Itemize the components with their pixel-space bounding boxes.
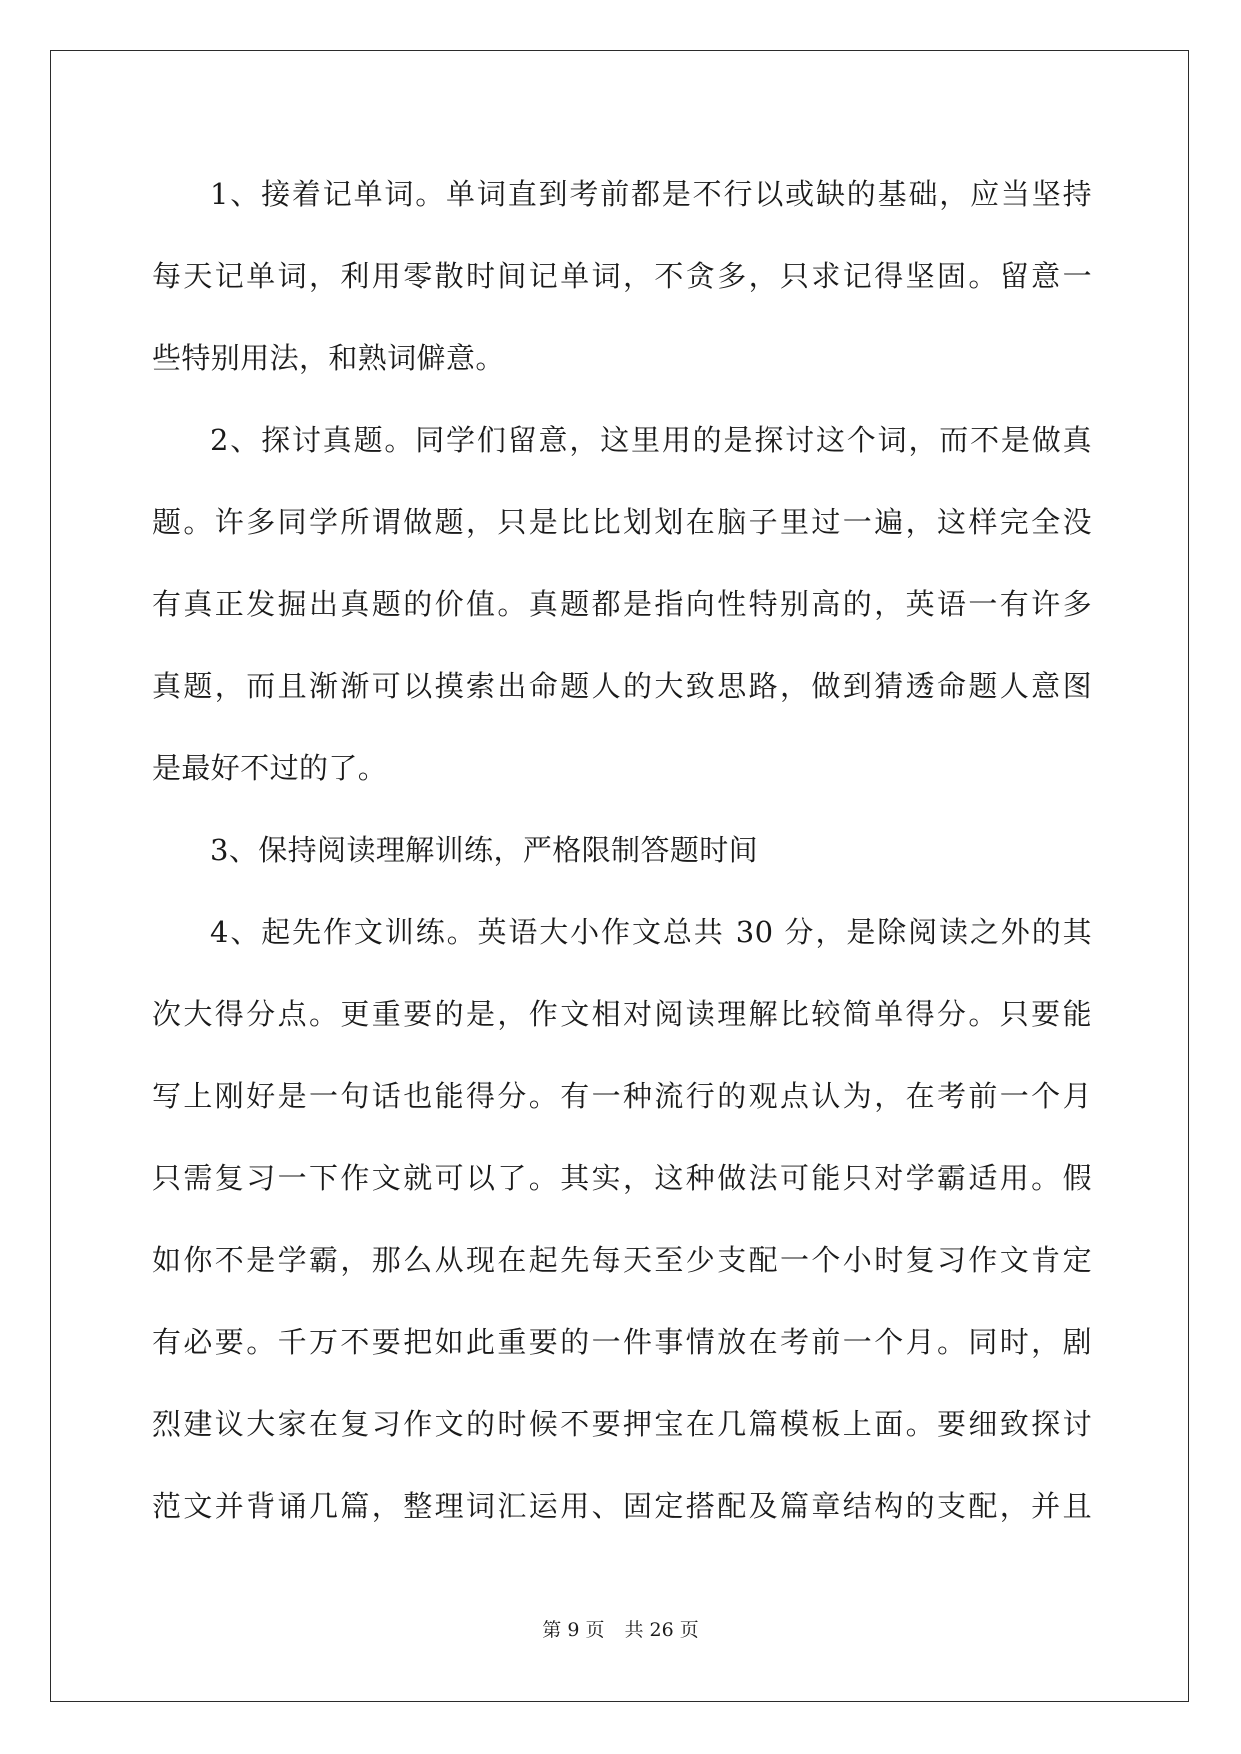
text-line: 范文并背诵几篇，整理词汇运用、固定搭配及篇章结构的支配，并且 xyxy=(152,1489,1092,1523)
current-page-label: 第 9 页 xyxy=(542,1619,605,1641)
text-line: 只需复习一下作文就可以了。其实，这种做法可能只对学霸适用。假 xyxy=(152,1161,1092,1195)
document-body xyxy=(152,159,1092,1553)
text-line: 2、探讨真题。同学们留意，这里用的是探讨这个词，而不是做真 xyxy=(210,423,1092,457)
text-line: 些特别用法，和熟词僻意。 xyxy=(152,341,505,375)
text-line: 如你不是学霸，那么从现在起先每天至少支配一个小时复习作文肯定 xyxy=(152,1243,1092,1277)
text-line: 3、保持阅读理解训练，严格限制答题时间 xyxy=(210,833,759,867)
text-line: 次大得分点。更重要的是，作文相对阅读理解比较简单得分。只要能 xyxy=(152,997,1092,1031)
text-line: 1、接着记单词。单词直到考前都是不行以或缺的基础，应当坚持 xyxy=(210,177,1092,211)
text-line: 烈建议大家在复习作文的时候不要押宝在几篇模板上面。要细致探讨 xyxy=(152,1407,1092,1441)
total-pages-label: 共 26 页 xyxy=(624,1619,699,1641)
text-line: 有真正发掘出真题的价值。真题都是指向性特别高的，英语一有许多 xyxy=(152,587,1092,621)
text-line: 有必要。千万不要把如此重要的一件事情放在考前一个月。同时，剧 xyxy=(152,1325,1092,1359)
text-line: 每天记单词，利用零散时间记单词，不贪多，只求记得坚固。留意一 xyxy=(152,259,1092,293)
text-line: 是最好不过的了。 xyxy=(152,751,388,785)
text-line: 题。许多同学所谓做题，只是比比划划在脑子里过一遍，这样完全没 xyxy=(152,505,1092,539)
page-footer xyxy=(0,1615,1241,1642)
text-line: 4、起先作文训练。英语大小作文总共 30 分，是除阅读之外的其 xyxy=(210,915,1092,949)
text-line: 真题，而且渐渐可以摸索出命题人的大致思路，做到猜透命题人意图 xyxy=(152,669,1092,703)
text-line: 写上刚好是一句话也能得分。有一种流行的观点认为，在考前一个月 xyxy=(152,1079,1092,1113)
